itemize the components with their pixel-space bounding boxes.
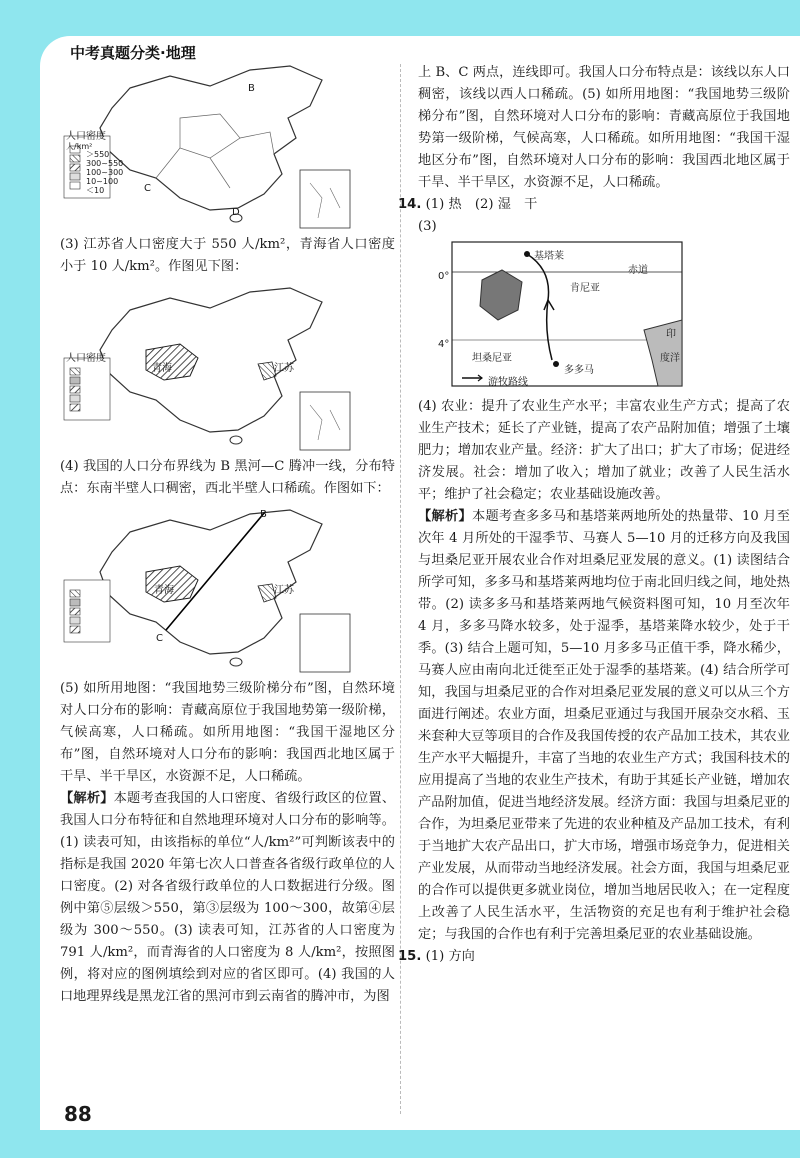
page <box>40 36 800 1130</box>
label-qinghai: 青海 <box>154 585 174 596</box>
answer-14-1-2: (1) 热 (2) 湿 干 <box>425 197 538 212</box>
china-map-outline <box>60 58 390 230</box>
legend-level-3: 100~300 <box>86 168 124 177</box>
point-d: D <box>232 207 240 218</box>
legend-level-5: ＜10 <box>86 186 105 195</box>
page-header: 中考真题分类·地理 <box>70 44 196 62</box>
right-column <box>398 62 790 968</box>
label-jiangsu: 江苏 <box>274 363 294 374</box>
point-c: C <box>156 633 163 644</box>
legend-level-1: ＞550 <box>86 150 110 159</box>
east-africa-map <box>432 240 692 390</box>
point-b: B <box>248 83 255 94</box>
dodoma-label: 多多马 <box>564 365 594 376</box>
ocean-label-1: 印 <box>666 329 676 340</box>
question-15-header <box>398 946 790 968</box>
analysis-text: 本题考查多多马和基塔莱两地所处的热量带、10 月至次年 4 月所处的干湿季节、马赛人 5—10 月的迁移方向及我国与坦桑尼亚开展农业合作对坦桑尼亚发展的意义。(1) 读图结合所学可知，多多马和基塔莱两地均位于南北回归线之间，地处热带。(2) 读多多马和基塔莱两地气候资料图可知，10 月至次年 4 月，多多马降水较多，处于湿季，基塔莱降水较少，处于干季。(3) 结合上题可知，5—10 月多多马正值干季，降水稀少，马赛人应由南向北迁徙至正处于湿季的基塔莱。(4) 结合所学可知，我国与坦桑尼亚的合作对坦桑尼亚发展的意义可以从三个方面进行阐述。农业方面，坦桑尼亚通过与我国开展杂交水稻、玉米套种大豆等项目的合作及我国传授的农产品加工技术，其农业生产水平大幅提升，丰富了当地的农业生产方式；我国科技术的应用提高了当地的农业生产技术，有助于其延长产业链，增加农产品附加值，促进当地经济发展。经济方面：我国与坦桑尼亚的合作，为坦桑尼亚带来了先进的农业种植及产品加工技术，有利于当地扩大农产品出口，扩大市场，增强市场竞争力，促进相关产业发展，从而带动当地经济发展。社会方面，我国与坦桑尼亚的合作可以提供更多就业岗位，增加当地居民收入；在一定程度上改善了人民生活水平，生活物资的充足也有利于维护社会稳定；与我国的合作也有利于完善坦桑尼亚的农业基础设施。 <box>418 509 790 942</box>
answer-14-3-label: (3) <box>418 219 437 234</box>
legend-title: 人口密度 <box>66 353 106 364</box>
equator-label: 赤道 <box>628 265 648 276</box>
ocean-label-2: 度洋 <box>660 353 680 364</box>
tanzania-label: 坦桑尼亚 <box>472 353 512 364</box>
kenya-label: 肯尼亚 <box>570 283 600 294</box>
china-map-1 <box>60 58 395 230</box>
analysis-tag: 【解析】 <box>60 791 114 806</box>
legend-title: 人口密度 <box>66 131 106 142</box>
answer-q3: (3) 江苏省人口密度大于 550 人/km²，青海省人口密度小于 10 人/km²。作图见下图： <box>60 237 395 274</box>
left-column <box>60 56 395 1008</box>
answer-14-4: (4) 农业：提升了农业生产水平；丰富农业生产方式；提高了农业生产技术；延长了产业链，提高了农产品附加值；增强了土壤肥力；增加农业产量。经济：扩大了出口；扩大了市场；促进经济发展。社会：增加了收入；增加了就业；改善了人民生活水平；维护了社会稳定；农业基础设施改善。 <box>418 399 790 502</box>
lat-0: 0° <box>438 271 450 282</box>
legend-unit: 人/km² <box>66 142 93 151</box>
kitale-label: 基塔莱 <box>534 251 564 262</box>
label-qinghai: 青海 <box>152 363 172 374</box>
china-map-outline <box>60 280 390 452</box>
legend-level-4: 10~100 <box>86 177 119 186</box>
point-c: C <box>144 183 151 194</box>
question-14-header <box>398 194 790 216</box>
answer-q5: (5) 如所用地图：“我国地势三级阶梯分布”图，自然环境对人口分布的影响：青藏高原位于我国地势第一级阶梯，气候高寒，人口稀疏。如所用地图：“我国干湿地区分布”图，自然环境对人口分布的影响：我国西北地区属于干旱、半干旱区，水资源不足，人口稀疏。 <box>60 681 395 784</box>
route-legend-label: 游牧路线 <box>488 377 528 388</box>
lat-4: 4° <box>438 339 450 350</box>
answer-q4: (4) 我国的人口分布界线为 B 黑河—C 腾冲一线，分布特点：东南半壁人口稠密，西北半壁人口稀疏。作图如下： <box>60 459 395 496</box>
question-15-number: 15. <box>398 949 422 964</box>
china-map-outline <box>60 502 390 674</box>
china-map-2 <box>60 280 395 452</box>
question-14-number: 14. <box>398 197 422 212</box>
answer-continued: 上 B、C 两点，连线即可。我国人口分布特点是：该线以东人口稠密，该线以西人口稀疏。(5) 如所用地图：“我国地势三级阶梯分布”图，自然环境对人口分布的影响：青藏高原位于我国地势第一级阶梯，气候高寒，人口稀疏。如所用地图：“我国干湿地区分布”图，自然环境对人口分布的影响：我国西北地区属于干旱、半干旱区，水资源不足，人口稀疏。 <box>418 65 790 190</box>
analysis-tag: 【解析】 <box>418 509 473 524</box>
analysis-14 <box>418 506 790 946</box>
analysis-text: 本题考查我国的人口密度、省级行政区的位置、我国人口分布特征和自然地理环境对人口分布的影响等。(1) 读表可知，由该指标的单位“人/km²”可判断该表中的指标是我国 2020 年第七次人口普查各省级行政单位的人口密度。(2) 对各省级行政单位的人口数据进行分级。图例中第⑤层级＞550，第③层级为 100～300，故第④层级为 300～550。(3) 读表可知，江苏省的人口密度为 791 人/km²，而青海省的人口密度为 8 人/km²，按照图例，将对应的图例填绘到对应的省区即可。(4) 我国的人口地理界线是黑龙江省的黑河市到云南省的腾冲市，为图 <box>60 791 396 1004</box>
page-number: 88 <box>64 1102 92 1126</box>
point-b: B <box>260 509 267 520</box>
analysis-13 <box>60 788 395 1008</box>
label-jiangsu: 江苏 <box>274 585 294 596</box>
answer-15-1: (1) 方向 <box>425 949 475 964</box>
china-map-3 <box>60 502 395 674</box>
legend-level-2: 300~550 <box>86 159 124 168</box>
